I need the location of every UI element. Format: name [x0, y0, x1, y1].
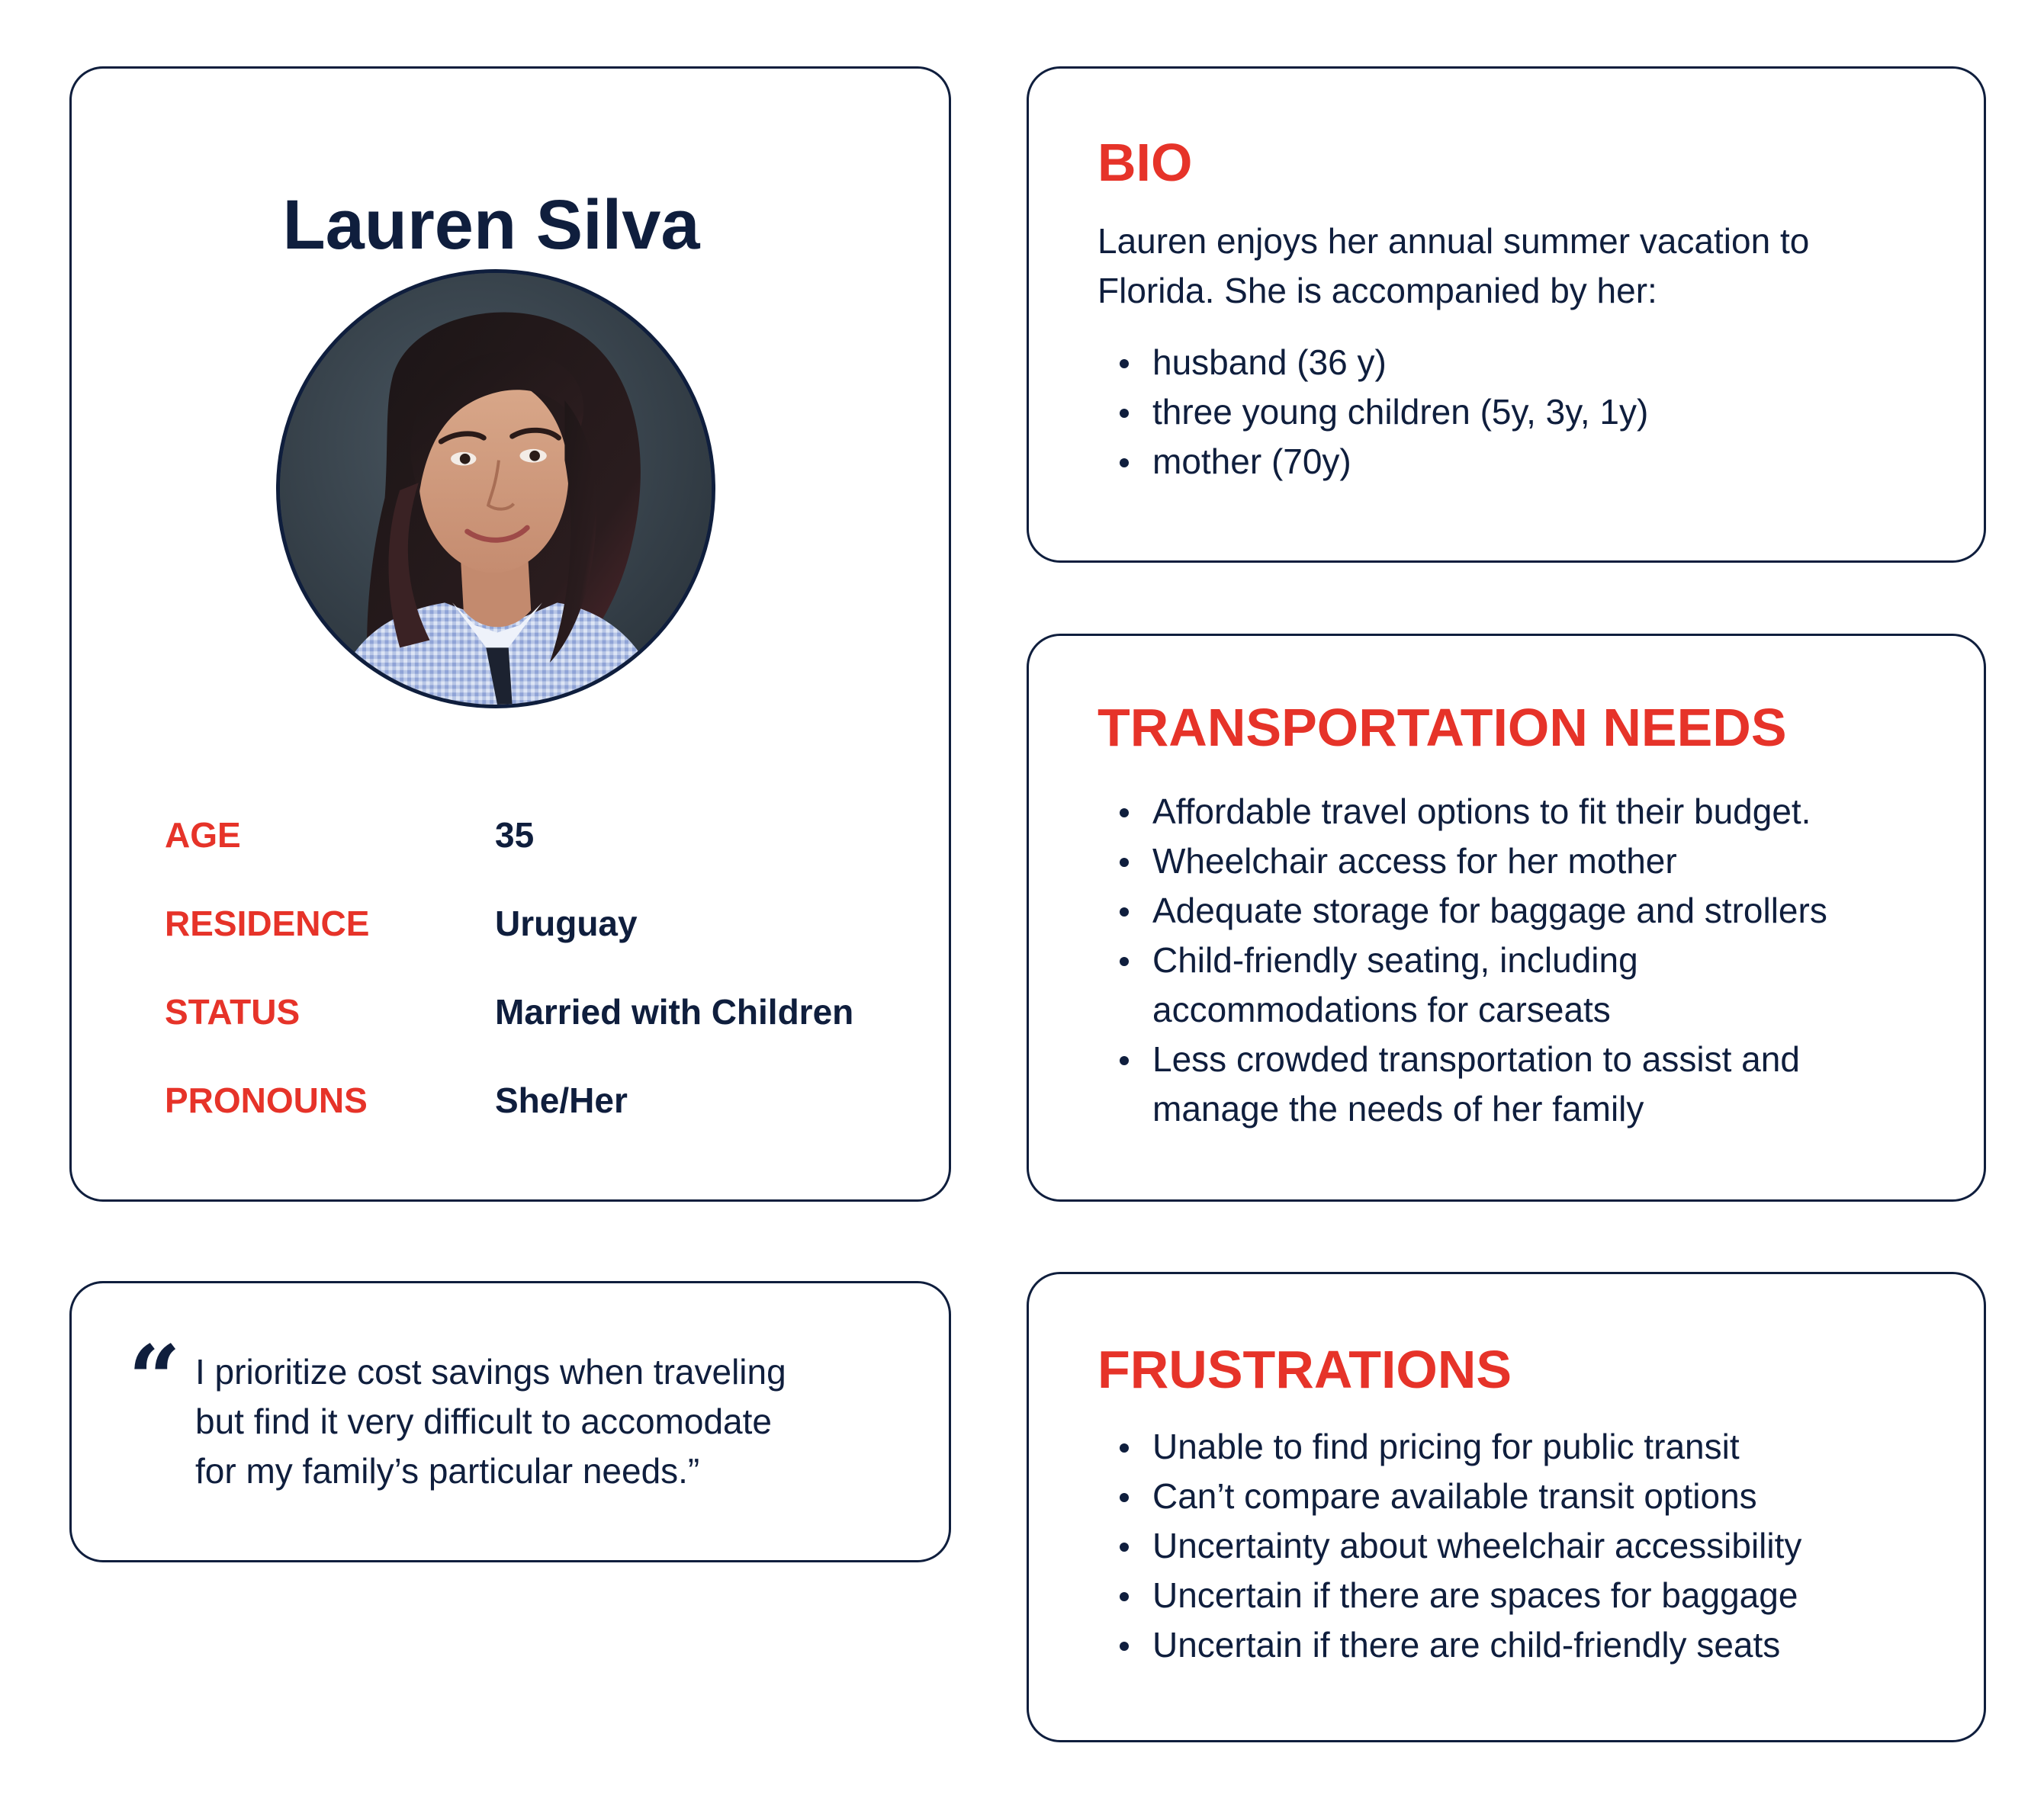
- list-item: Adequate storage for baggage and strollers: [1152, 886, 2007, 936]
- quote-card: [69, 1281, 951, 1562]
- stat-label: RESIDENCE: [165, 904, 370, 943]
- list-item: Affordable travel options to fit their budget.: [1152, 787, 2007, 836]
- frustrations-heading: FRUSTRATIONS: [1098, 1340, 1512, 1399]
- list-item: Can’t compare available transit options: [1152, 1472, 2007, 1521]
- list-item: Wheelchair access for her mother: [1152, 836, 2007, 886]
- portrait-photo: [280, 273, 712, 705]
- bio-line: Florida. She is accompanied by her:: [1098, 271, 1657, 310]
- list-item: Unable to find pricing for public transit: [1152, 1422, 2007, 1472]
- transportation-needs-card: [1027, 634, 1986, 1202]
- frustrations-card: [1027, 1272, 1986, 1742]
- stat-row-age: [165, 804, 897, 865]
- stat-label: AGE: [165, 815, 241, 855]
- stat-value: She/Her: [495, 1080, 628, 1120]
- bio-card: [1027, 66, 1986, 563]
- bio-line: Lauren enjoys her annual summer vacation to: [1098, 221, 1810, 261]
- stat-row-status: [165, 981, 897, 1042]
- quote-text: [195, 1347, 927, 1496]
- stat-row-pronouns: [165, 1070, 897, 1131]
- list-item: Uncertainty about wheelchair accessibility: [1152, 1521, 2007, 1571]
- transportation-needs-heading: TRANSPORTATION NEEDS: [1098, 698, 1787, 757]
- list-item: Child-friendly seating, including accommodations for carseats: [1152, 936, 1732, 1035]
- list-item: Uncertain if there are spaces for baggage: [1152, 1571, 2007, 1620]
- profile-card: [69, 66, 951, 1202]
- list-item: Uncertain if there are child-friendly seats: [1152, 1620, 2007, 1670]
- stat-row-residence: [165, 893, 897, 954]
- quote-line: for my family’s particular needs.”: [195, 1451, 700, 1491]
- list-item: Less crowded transportation to assist and manage the needs of her family: [1152, 1035, 1907, 1134]
- transportation-needs-list: [1098, 787, 2007, 1134]
- quote-line: but find it very difficult to accomodate: [195, 1401, 772, 1441]
- quote-line: I prioritize cost savings when traveling: [195, 1352, 786, 1392]
- list-item: mother (70y): [1152, 437, 2007, 486]
- list-item: three young children (5y, 3y, 1y): [1152, 387, 2007, 437]
- bio-heading: BIO: [1098, 133, 1193, 192]
- bio-text: [1098, 217, 1952, 316]
- stat-value: Uruguay: [495, 904, 638, 943]
- persona-name: Lauren Silva: [282, 186, 700, 264]
- avatar: [276, 269, 715, 708]
- stat-value: 35: [495, 815, 535, 855]
- bio-companions-list: [1098, 338, 2007, 486]
- list-item: husband (36 y): [1152, 338, 2007, 387]
- stat-label: STATUS: [165, 992, 300, 1032]
- stat-label: PRONOUNS: [165, 1080, 368, 1120]
- stat-value: Married with Children: [495, 992, 854, 1032]
- frustrations-list: [1098, 1422, 2007, 1670]
- quote-mark-icon: “: [128, 1325, 182, 1433]
